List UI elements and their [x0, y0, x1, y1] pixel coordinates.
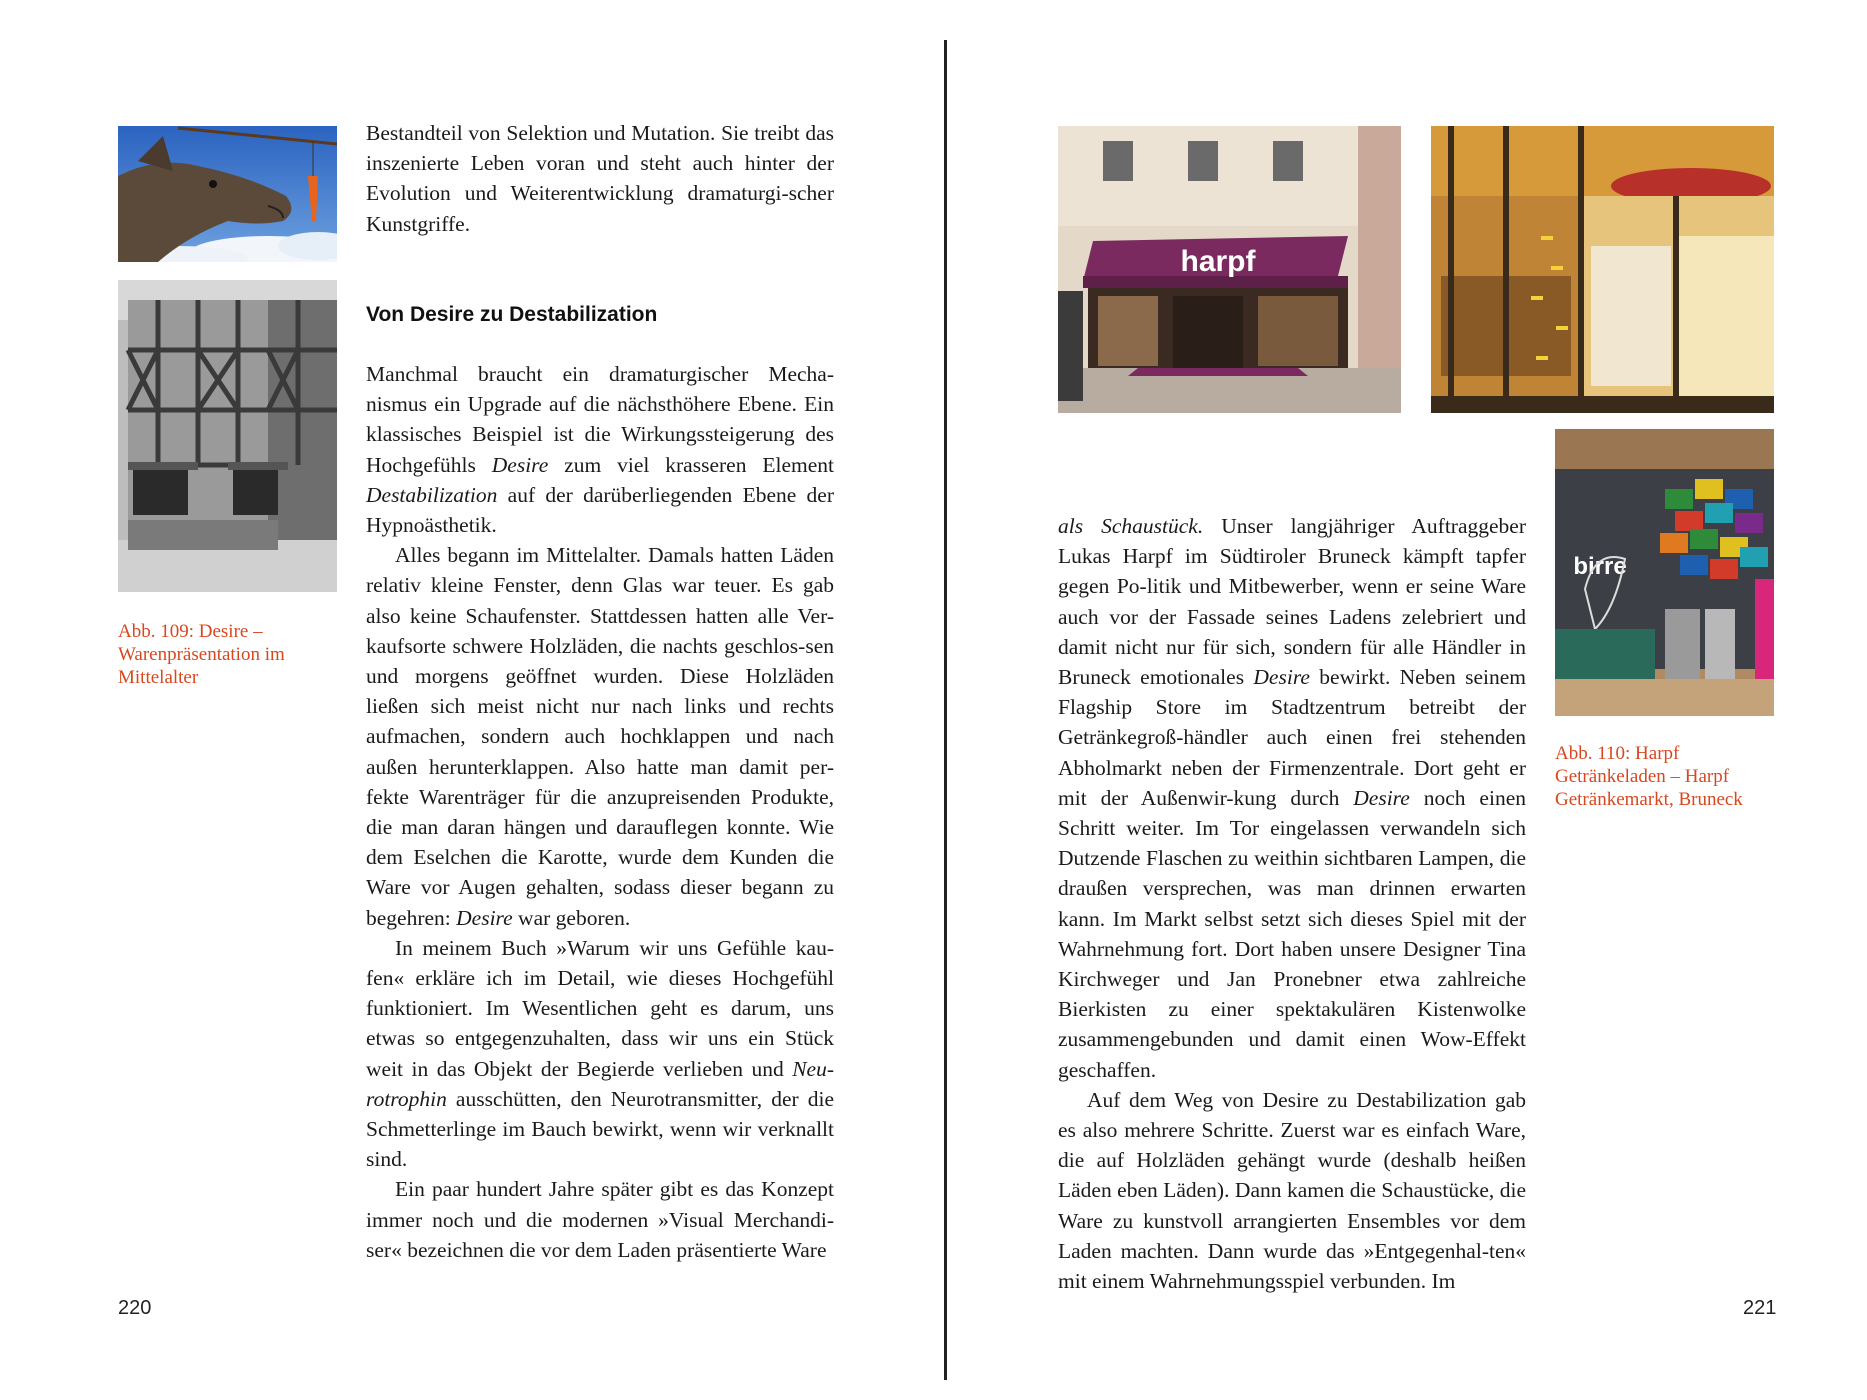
right-paragraph-1: als Schaustück. Unser langjähriger Auftraggeber Lukas Harpf im Südtiroler Bruneck kämpft tapfer gegen Po-litik und Mitbewerber, wenn er seine Ware auch vor der Fassade seines Ladens zelebriert und damit nicht nur für sich, sondern für alle Händler in Bruneck emotionales Desire bewirkt. Neben seinem Flagship Store im Stadtzentrum betreibt der Getränkegroß-händler auch einen frei stehenden Abholmarkt neben der Firmenzentrale. Dort geht er mit der Außenwir-kung durch Desire noch einen Schritt weiter. Im Tor eingelassen verwandeln sich Dutzende Flaschen zu weithin sichtbaren Lampen, die draußen versprechen, was man drinnen erwarten kann. Im Markt selbst setzt sich dieses Spiel mit der Wahrnehmung fort. Dort haben unsere Designer Tina Kirchweger und Jan Pronebner etwa zahlreiche Bierkisten zu einer spektakulären Kistenwolke zusammengebunden und damit einen Wow-Effekt geschaffen. [1058, 514, 1527, 1082]
page-number-right: 221 [1743, 1297, 1777, 1319]
harpf-sign-text: harpf [1180, 245, 1256, 278]
figure-caption-109: Abb. 109: Desire – Warenpräsentation im Mittelalter [118, 621, 285, 688]
intro-paragraph: Bestandteil von Selektion und Mutation. Sie treibt das inszenierte Leben voran und steht auch hinter der Evolution und Weiterentwicklung dramaturgi-scher Kunstgriffe. [366, 121, 834, 236]
crate-cloud-interior-image [1555, 429, 1774, 716]
left-paragraph-2: Alles begann im Mittelalter. Damals hatten Läden relativ kleine Fenster, denn Glas war teuer. Es gab also keine Schaufenster. Stattdessen hatten alle Ver-kaufsorte schwere Holzläden, die nachts geschlos-sen und morgens geöffnet wurden. Diese Holzläden ließen sich meist nicht nur nach links und rechts aufmachen, sondern auch hochklappen und nach außen herunterklappen. Also hatte man damit per-fekte Warenträger für die anzupreisenden Produkte, die man daran hängen und darauflegen konnte. Wie dem Eselchen die Karotte, wurde dem Kunden die Ware vor Augen gehalten, sodass dieser begann zu begehren: Desire war geboren. [366, 543, 834, 930]
left-intro-text [366, 118, 834, 239]
right-body-text [1058, 511, 1526, 1296]
left-paragraph-3: In meinem Buch »Warum wir uns Gefühle kau-fen« erkläre ich im Detail, wie dieses Hochgefühl funktioniert. Im Wesentlichen geht es darum, uns etwas so entgegenzuhalten, dass wir uns ein Stück weit in das Objekt der Begierde verlieben und Neu-rotrophin ausschütten, den Neurotransmitter, der die Schmetterlinge im Bauch bewirkt, wenn wir verknallt sind. [366, 935, 834, 1172]
figure-caption-110: Abb. 110: Harpf Getränkeladen – Harpf Getränkemarkt, Bruneck [1555, 743, 1743, 810]
left-paragraph-4: Ein paar hundert Jahre später gibt es das Konzept immer noch und die modernen »Visual Merchandi-ser« bezeichnen die vor dem Laden präsentierte Ware [366, 1177, 834, 1262]
harpf-market-entrance-image [1431, 126, 1774, 413]
book-spine-line [944, 40, 947, 1380]
left-body-text [366, 359, 834, 1265]
page-number-left: 220 [118, 1297, 152, 1319]
left-paragraph-1: Manchmal braucht ein dramaturgischer Mecha-nismus ein Upgrade auf die nächsthöhere Ebene. Ein klassisches Beispiel ist die Wirkungssteigerung des Hochgefühls Desire zum viel krasseren Element Destabilization auf der darüberliegenden Ebene der Hypnoästhetik. [366, 362, 834, 538]
section-heading: Von Desire zu Destabilization [366, 303, 658, 326]
harpf-storefront-image [1058, 126, 1401, 413]
birre-sign-text: birre [1573, 553, 1627, 580]
right-paragraph-2: Auf dem Weg von Desire zu Destabilization gab es also mehrere Schritte. Zuerst war es einfach Ware, die auf Holzläden gehängt wurde (deshalb heißen Läden eben Läden). Dann kamen die Schaustücke, die Ware zu kunstvoll arrangierten Ensembles vor dem Laden machten. Dann wurde das »Entgegenhal-ten« mit einem Wahrnehmungsspiel verbunden. Im [1058, 1087, 1526, 1294]
medieval-shop-image [118, 280, 337, 592]
donkey-carrot-image [118, 126, 337, 262]
